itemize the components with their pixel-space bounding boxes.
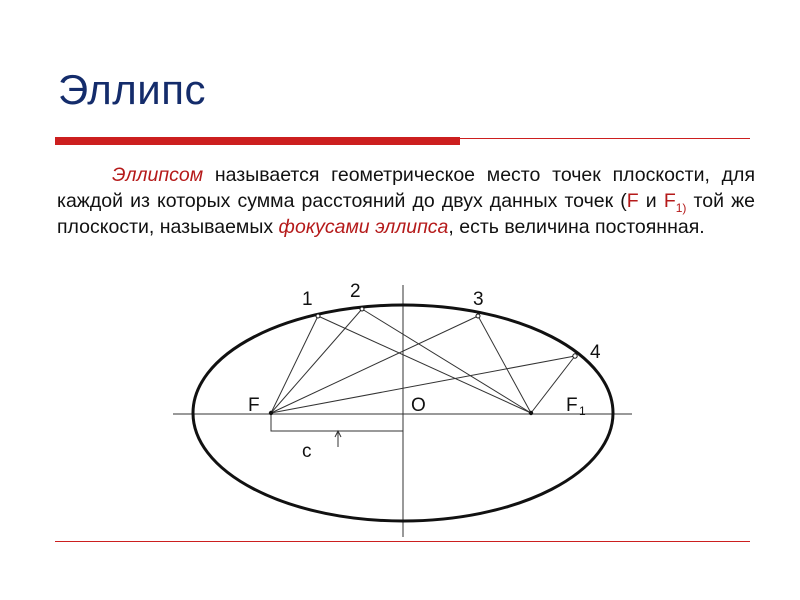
ellipse-point-1 <box>316 314 320 318</box>
page-title: Эллипс <box>58 66 207 113</box>
focus-f-point <box>269 411 273 415</box>
focus-f-ref: F <box>626 190 639 212</box>
label-distance-c: c <box>302 441 312 462</box>
radius-f1-3 <box>478 316 531 413</box>
label-point-1: 1 <box>302 289 313 310</box>
term-ellipse: Эллипсом <box>112 164 204 186</box>
focal-distance-bracket <box>271 414 403 431</box>
term-foci: фокусами эллипса <box>278 216 449 238</box>
ellipse-point-4 <box>573 354 577 358</box>
label-focus-f1: F <box>566 395 578 416</box>
definition-text-3: , есть величина постоянная. <box>448 216 705 238</box>
radius-f1-2 <box>362 309 531 413</box>
definition-and: и <box>638 190 664 212</box>
definition-text-2: той же плоскости, называемых <box>57 190 755 238</box>
focus-f1-point <box>529 411 533 415</box>
bottom-rule <box>55 541 750 542</box>
label-focus-f1-subscript: 1 <box>579 404 586 418</box>
label-center-o: O <box>411 395 426 416</box>
distance-marker-arrow <box>335 431 341 447</box>
radius-f-1 <box>271 316 318 413</box>
definition-text-1: называется геометрическое место точек плоскости, для каждой из которых сумма расстояний до двух данных точек ( <box>57 164 755 212</box>
label-focus-f: F <box>248 395 260 416</box>
label-point-4: 4 <box>590 342 601 363</box>
focus-f1-subscript: 1) <box>675 200 687 215</box>
label-point-3: 3 <box>473 289 484 310</box>
ellipse-point-2 <box>360 307 364 311</box>
label-point-2: 2 <box>350 281 361 302</box>
focus-f1-letter: F <box>663 190 676 212</box>
radius-f-3 <box>271 316 478 413</box>
ellipse-point-3 <box>476 314 480 318</box>
